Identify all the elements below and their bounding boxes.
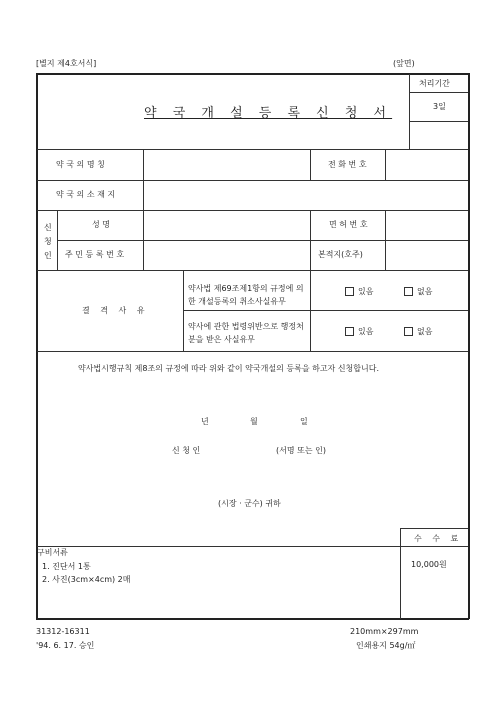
processing-period-label: 처리기간 [419, 79, 450, 88]
phone-label: 전 화 번 호 [328, 160, 367, 169]
date-day-label: 일 [300, 417, 308, 426]
q1-no-checkbox[interactable] [404, 287, 413, 296]
signature-field[interactable] [212, 442, 274, 456]
application-statement: 약사법시행규칙 제8조의 규정에 따라 위와 같이 약국개설의 등록을 하고자 신청합니다. [78, 364, 379, 373]
name-field[interactable] [144, 211, 309, 239]
pharmacy-location-label: 약 국 의 소 재 지 [56, 190, 116, 199]
required-document-item: 2. 사진(3cm×4cm) 2매 [42, 575, 131, 584]
date-month-field[interactable] [220, 413, 248, 427]
paper-size: 210mm×297mm [350, 627, 419, 636]
q1-yes-option[interactable] [345, 287, 373, 296]
disqualification-question-1: 약사법 제69조제1항의 규정에 의한 개설등록의 취소사실유무 [188, 284, 304, 306]
license-number-label: 면 허 번 호 [329, 220, 368, 229]
applicant-label-text: 신청인 [44, 223, 52, 260]
fee-value: 10,000원 [411, 560, 447, 569]
q2-yes-label: 있음 [358, 327, 374, 336]
disqualification-label: 결 격 사 유 [82, 306, 149, 315]
date-month-label: 월 [250, 417, 258, 426]
disqualification-question-2: 약사에 관한 법령위반으로 행정처분을 받은 사실유무 [188, 322, 304, 344]
date-year-label: 년 [201, 417, 209, 426]
q2-yes-checkbox[interactable] [345, 327, 354, 336]
required-documents-label: 구비서류 [37, 548, 68, 557]
q2-no-checkbox[interactable] [404, 327, 413, 336]
domicile-field[interactable] [386, 241, 467, 269]
fee-label: 수 수 료 [414, 534, 463, 543]
paper-weight: 인쇄용지 54g/㎡ [356, 641, 416, 650]
processing-period-value: 3일 [433, 102, 446, 111]
q2-yes-option[interactable] [345, 327, 373, 336]
form-title: 약 국 개 설 등 록 신 청 서 [144, 106, 393, 121]
resident-number-label: 주 민 등 록 번 호 [65, 250, 125, 259]
resident-number-field[interactable] [144, 241, 309, 269]
form-side-label: (앞면) [393, 59, 415, 68]
q1-yes-label: 있음 [358, 287, 374, 296]
domicile-label: 본적지(호주) [318, 250, 363, 259]
q2-no-option[interactable] [404, 327, 432, 336]
q2-no-label: 없음 [417, 327, 433, 336]
license-number-field[interactable] [386, 211, 467, 239]
pharmacy-name-field[interactable] [144, 150, 309, 179]
form-code: 31312-16311 [36, 627, 90, 636]
required-document-item: 1. 진단서 1통 [42, 562, 91, 571]
pharmacy-name-label: 약 국 의 명 칭 [56, 160, 105, 169]
q1-no-label: 없음 [417, 287, 433, 296]
form-number: [별지 제4호서식] [36, 59, 97, 68]
approval-date: '94. 6. 17. 승인 [36, 641, 95, 650]
phone-field[interactable] [386, 150, 467, 179]
addressee: (시장 · 군수) 귀하 [218, 499, 281, 508]
q1-yes-checkbox[interactable] [345, 287, 354, 296]
applicant-label [44, 221, 52, 263]
date-year-field[interactable] [168, 413, 198, 427]
name-label: 성 명 [92, 220, 110, 229]
date-day-field[interactable] [268, 413, 298, 427]
q1-no-option[interactable] [404, 287, 432, 296]
signature-hint: (서명 또는 인) [276, 446, 326, 455]
pharmacy-location-field[interactable] [144, 181, 467, 209]
signature-applicant-label: 신 청 인 [172, 446, 201, 455]
